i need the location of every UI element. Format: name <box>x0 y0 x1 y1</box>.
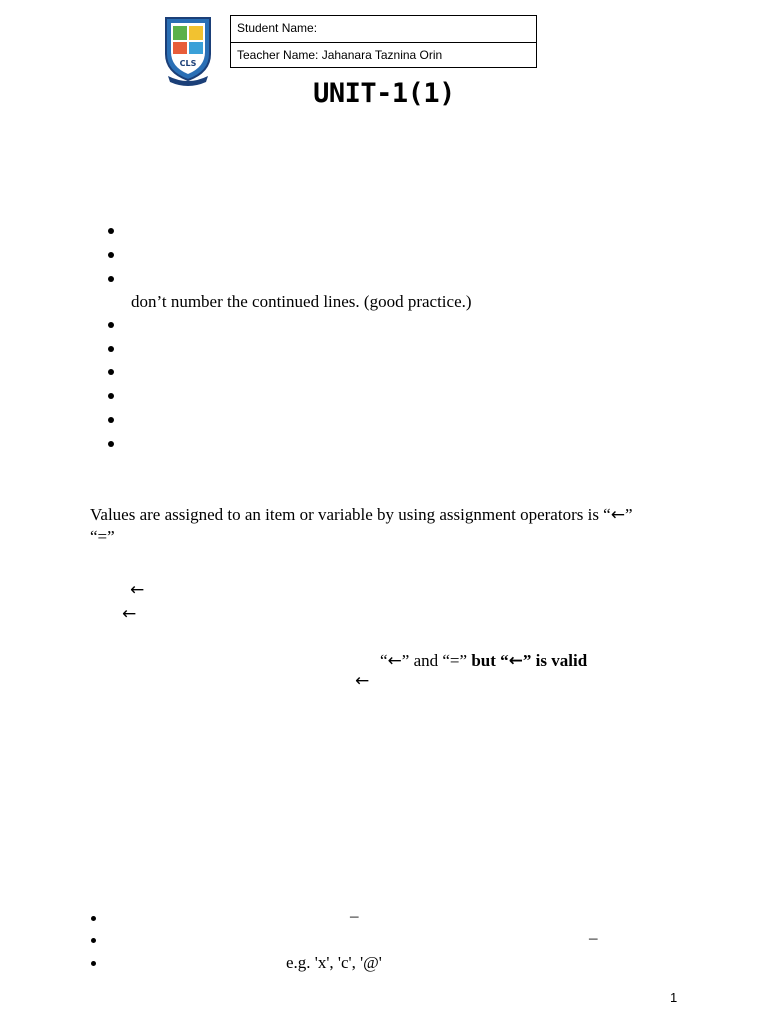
bullet <box>108 417 114 423</box>
continued-lines-note: don’t number the continued lines. (good practice.) <box>131 292 472 311</box>
validity-statement: “←” and “=” but “←” is valid <box>380 651 588 671</box>
bullet <box>91 961 96 966</box>
left-arrow-icon: ← <box>610 505 625 525</box>
left-arrow-icon: ← <box>355 671 370 691</box>
equals-operator: “=” <box>90 527 115 546</box>
dash: – <box>589 928 598 947</box>
school-logo <box>162 14 214 86</box>
left-arrow-icon: ← <box>122 604 137 624</box>
bullet <box>108 346 114 352</box>
left-arrow-icon: ← <box>130 580 145 600</box>
name-box <box>230 15 537 68</box>
bullet <box>91 938 96 943</box>
student-name-field[interactable]: Student Name: <box>237 21 318 35</box>
page-title: UNIT-1(1) <box>313 78 455 109</box>
teacher-name-label: Teacher Name: Jahanara Taznina Orin <box>231 42 536 68</box>
assignment-intro: Values are assigned to an item or variable by using assignment operators is “←” <box>90 505 633 525</box>
bullet <box>108 322 114 328</box>
svg-text:CLS: CLS <box>179 59 197 68</box>
page-number: 1 <box>670 990 678 1005</box>
bullet <box>108 252 114 258</box>
char-examples: e.g. 'x', 'c', '@' <box>286 953 382 972</box>
bullet <box>108 441 114 447</box>
dash: – <box>350 906 359 925</box>
bullet <box>108 228 114 234</box>
bullet <box>91 916 96 921</box>
bullet <box>108 393 114 399</box>
left-arrow-icon: ← <box>508 651 523 671</box>
bullet <box>108 276 114 282</box>
left-arrow-icon: ← <box>387 651 402 671</box>
bullet <box>108 369 114 375</box>
